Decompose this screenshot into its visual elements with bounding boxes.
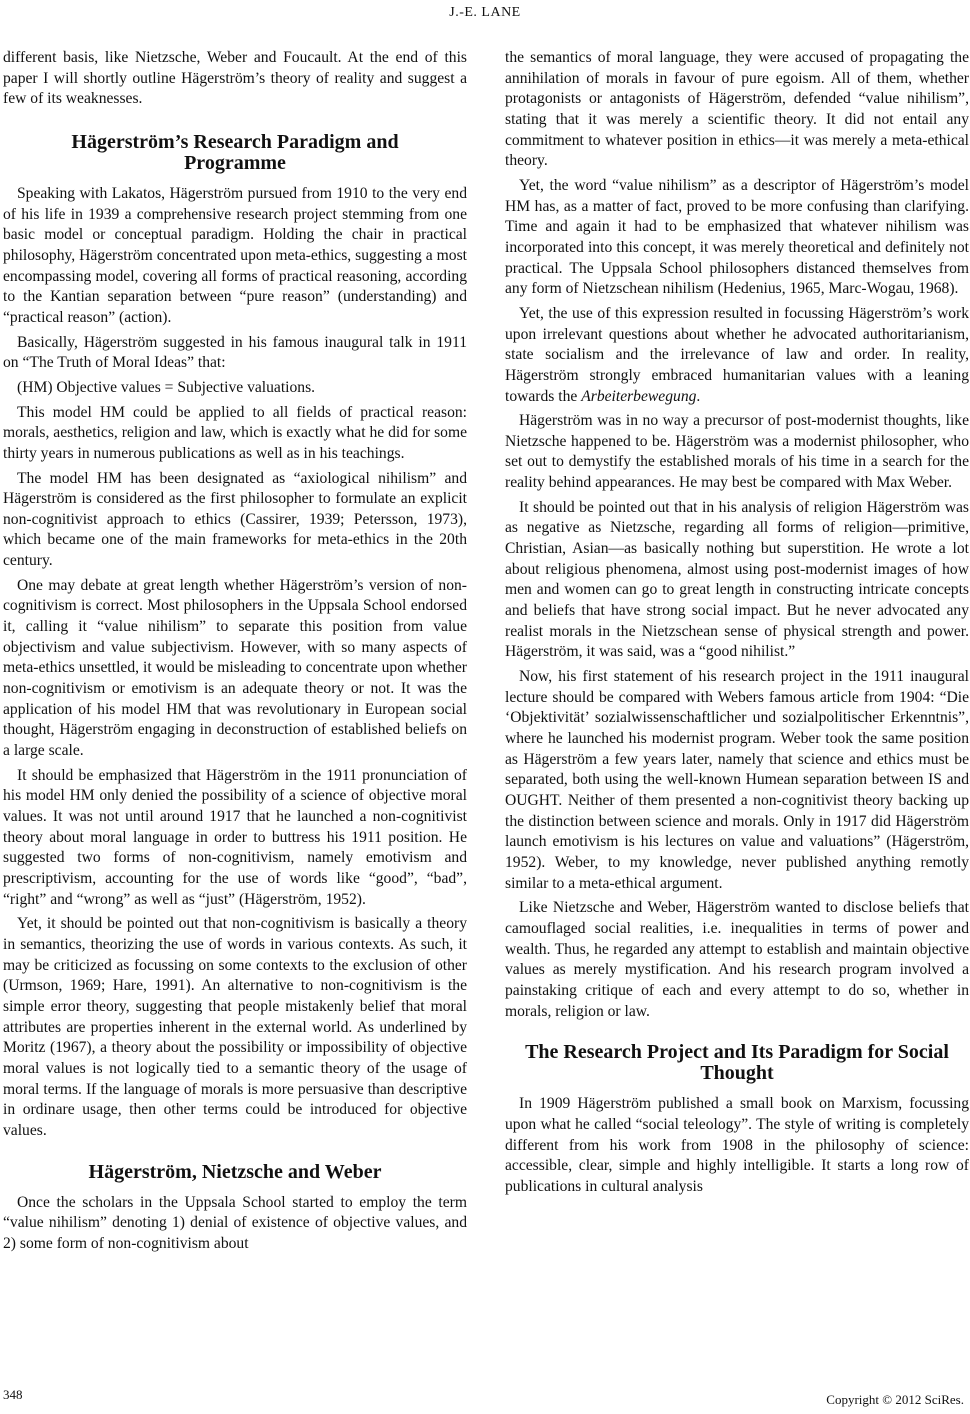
section-heading-research-paradigm: Hägerström’s Research Paradigm and Programme <box>71 130 399 174</box>
paragraph <box>505 304 969 407</box>
paragraph: In 1909 Hägerström published a small book on Marxism, focussing upon what he called “social teleology”. The style of writing is completely different from his work from 1908 in the philosophy of science: accessible, clear, simple and highly intelligible. It starts a long row of publications in cultural analysis <box>505 1095 969 1195</box>
model-statement: (HM) Objective values = Subjective valuations. <box>17 378 316 396</box>
paragraph-text: Yet, the use of this expression resulted in focussing Hägerström’s work upon irrelevant questions about whether he advocated authoritarianism, state socialism and the irrelevance of law and order. In reality, Hägerström strongly embraced humanitarian values with a leaning towards the <box>505 304 969 405</box>
paragraph: Yet, the word “value nihilism” as a descriptor of Hägerström’s model HM has, as a matter of fact, proved to be more confusing than clarifying. Time and again it had to be emphasized that whatever nihilism was incorporated into this concept, it was merely theoretical and definitely not practical. The Uppsala School philosophers distanced themselves from any form of Nietzschean nihilism (Hedenius, 1965, Marc-Wogau, 1968). <box>505 176 969 298</box>
copyright-notice: Copyright © 2012 SciRes. <box>826 1392 964 1407</box>
paragraph: the semantics of moral language, they were accused of propagating the annihilation of morals in favour of pure egoism. All of them, whether protagonists or antagonists of Hägerström, defended “value nihilism”, stating that it was merely a scientific theory. It did not entail any commitment to whatever position in ethics—it was merely a meta-ethical theory. <box>505 49 969 170</box>
paragraph: Speaking with Lakatos, Hägerström pursued from 1910 to the very end of his life in 1939 a comprehensive research project stemming from one basic model or conceptual paradigm. Holding the chair in practical philosophy, Hägerström concentrated upon meta-ethics, suggesting a most encompassing model, covering all forms of practical reasoning, according to the Kantian separation between “pure reason” (understanding) and “practical reason” (action). <box>3 184 467 326</box>
paragraph: One may debate at great length whether Hägerström’s version of non-cognitivism is correct. Most philosophers in the Uppsala School endorsed it, calling it “value nihilism” to separate this position from value objectivism and value subjectivism. However, with so many aspects of meta-ethics unsettled, it would be misleading to concentrate upon whether non-cognitivism or emotivism is an adequate theory or not. It was the application of his model HM that was revolutionary in European social thought, Hägerström engaging in deconstruction of established beliefs on a large scale. <box>3 576 467 760</box>
paragraph: Once the scholars in the Uppsala School started to employ the term “value nihilism” denoting 1) denial of existence of objective values, and 2) some form of non-cognitivism about <box>3 1193 467 1252</box>
paragraph: Basically, Hägerström suggested in his famous inaugural talk in 1911 on “The Truth of Moral Ideas” that: <box>3 333 467 372</box>
paragraph: Now, his first statement of his research project in the 1911 inaugural lecture should be compared with Webers famous article from 1904: “Die ‘Objektivität’ sozialwissenschaftlicher und sozialpolitischer Erkenntnis”, where he launched his modernist program. Weber took the same position as Hägerström a few years later, namely that science and ethics must be separated, both using the well-known Humean separation between IS and OUGHT. Neither of them presented a non-cognitivist theory backing up the distinction between science and morals. Only in 1917 did Hägerström launch emotivism is his lectures on value and valuations” (Hägerström, 1952). Weber, to my knowledge, never published anything remotly similar to a meta-ethical argument. <box>505 668 969 892</box>
paragraph: The model HM has been designated as “axiological nihilism” and Hägerström is considered as the first philosopher to formulate an explicit non-cognitivist approach to ethics (Cassirer, 1939; Petersson, 1973), which became one of the main frameworks for meta-ethics in the 20th century. <box>3 469 467 570</box>
paragraph: different basis, like Nietzsche, Weber and Foucault. At the end of this paper I will shortly outline Hägerström’s theory of reality and suggest a few of its weaknesses. <box>3 49 467 108</box>
left-column <box>3 48 467 1258</box>
right-column <box>505 48 969 1201</box>
italic-term: Arbeiterbewegung <box>581 387 697 405</box>
paragraph: It should be emphasized that Hägerström in the 1911 pronunciation of his model HM only denied the possibility of a science of objective moral values. It was not until around 1917 that he launched a non-cognitivist theory about moral language in order to buttress his 1911 position. He suggested two forms of non-cognitivism, namely emotivism and prescriptivism, accounting for the use of words like “good”, “bad”, “right” and “wrong” as well as “just” (Hägerström, 1952). <box>3 766 467 908</box>
paragraph: It should be pointed out that in his analysis of religion Hägerström was as negative as Nietzsche, regarding all forms of religion—primitive, Christian, Asian—as basically nothing but superstition. He wrote a lot about religious phenomena, almost using post-modernist images of how men and women can go to great length in constructing intricate concepts and beliefs that have strong social impact. But he never advocated any realist morals in the Nietzschean sense of physical strength and power. Hägerström, it was said, was a “good nihilist.” <box>505 498 969 661</box>
section-heading-research-project: The Research Project and Its Paradigm for Social Thought <box>525 1041 949 1085</box>
paragraph: Like Nietzsche and Weber, Hägerström wanted to disclose beliefs that camouflaged social realities, i.e. inequalities in terms of power and wealth. Thus, he regarded any attempt to establish and maintain objective values as merely mystification. And his research program involved a painstaking critique of each and every attempt to do so, whether in morals, religion or law. <box>505 899 969 1020</box>
paragraph-text: . <box>696 387 701 405</box>
paragraph: Yet, it should be pointed out that non-cognitivism is basically a theory in semantics, theorizing the use of words in various contexts. As such, it may be criticized as focussing on some contexts to the exclusion of other (Urmson, 1969; Hare, 1991). An alternative to non-cognitivism is the simple error theory, suggesting that people mistakenly belief that moral attributes are properties inherent in the external world. As underlined by Moritz (1967), a theory about the possibility or impossibility of objective moral values is not logically tied to a semantic theory of the usage of moral terms. If the language of morals is more persuasive than descriptive in ordinare usage, then other terms could be introduced for objective values. <box>3 915 467 1139</box>
paragraph: This model HM could be applied to all fields of practical reason: morals, aesthetics, religion and law, which is exactly what he did for some thirty years in numerous publications as well as in his teachings. <box>3 403 467 462</box>
paragraph: Hägerström was in no way a precursor of post-modernist thoughts, like Nietzsche happened to be. Hägerström was a modernist philosopher, who set out to demystify the established morals of his time in a search for the reality behind appearances. He may best be compared with Max Weber. <box>505 412 969 492</box>
section-heading-nietzsche-weber: Hägerström, Nietzsche and Weber <box>88 1160 382 1183</box>
page-number: 348 <box>3 1387 23 1402</box>
running-head: J.-E. LANE <box>449 5 521 20</box>
